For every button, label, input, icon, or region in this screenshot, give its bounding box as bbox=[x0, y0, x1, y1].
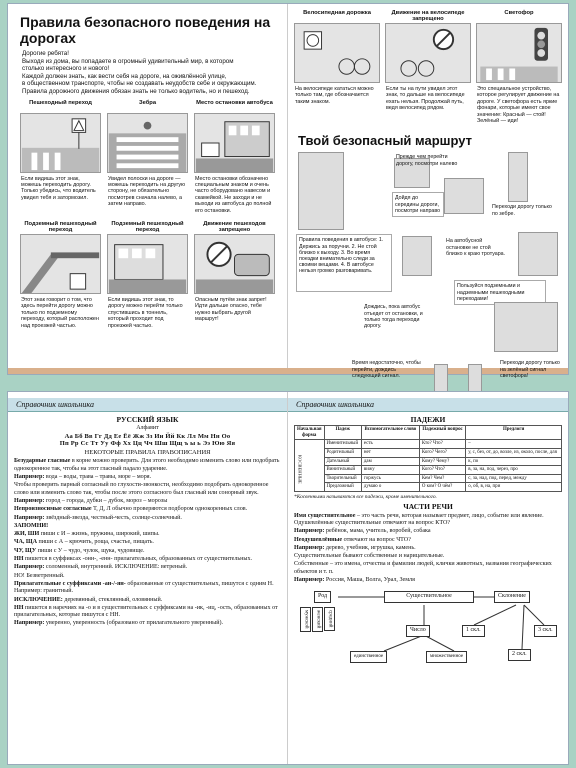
explanation: – это часть речи, которая называет предмет, лицо, событие или явление. Одушевлённые существительные отвечают на вопрос КТО? bbox=[294, 512, 544, 526]
term: Например: bbox=[14, 514, 45, 521]
explanation: пиши с У – чудо, чулок, щука, чудовище. bbox=[36, 547, 145, 554]
table-header: Падеж bbox=[324, 426, 361, 440]
table-cell: Творительный bbox=[324, 474, 361, 483]
table-cell: Кто? Что? bbox=[419, 440, 465, 449]
term: ЖИ, ШИ bbox=[14, 531, 40, 538]
text-paragraph bbox=[294, 537, 562, 544]
top-left-page bbox=[8, 4, 288, 368]
explanation: Чтобы проверить парный согласный по глухости-звонкости, необходимо подобрать однокоренное слово или изменить слово так, чтобы после этого согласного был гласный или сонорный звук. bbox=[14, 482, 269, 496]
text-paragraph bbox=[14, 573, 281, 580]
explanation: пиши с И – жизнь, пружина, широкий, шипы. bbox=[39, 531, 160, 538]
card-text: На велосипеде кататься можно только там, где обозначается таким знаком. bbox=[295, 86, 374, 105]
table-row bbox=[295, 457, 562, 466]
explanation: пиши с А – крючить, роща, счастье, пищать. bbox=[37, 539, 154, 546]
text-paragraph bbox=[294, 561, 562, 576]
table-cell: о, об, в, на, при bbox=[466, 483, 562, 492]
table-cell: горжусь bbox=[361, 474, 419, 483]
term: Например: bbox=[294, 544, 325, 551]
term: ЧА, ЩА bbox=[14, 539, 38, 546]
intro-line: в общественном транспорте, чтобы не создавать неудобств себе и окружающим. bbox=[22, 80, 257, 88]
text-paragraph bbox=[14, 531, 281, 538]
text-paragraph bbox=[14, 597, 281, 604]
route-map bbox=[294, 152, 562, 392]
text-paragraph bbox=[14, 605, 281, 620]
card-text: Увидел полоски на дороге — можешь переходить на другую сторону, не обязательно посмотрев сначала налево, а затем направо. bbox=[108, 175, 186, 208]
route-step: Правила поведения в автобусе: 1. Держись за поручни. 2. Не стой близко к выходу. 3. Во время поездки внимательно следи за своими вещами. 4. В автобусе нельзя громко разговаривать. bbox=[296, 234, 392, 292]
table-row bbox=[295, 466, 562, 475]
term: ЗАПОМНИ! bbox=[14, 522, 49, 529]
rule-card bbox=[107, 221, 188, 330]
route-step: Время недостаточно, чтобы перейти, дождись следующий сигнал. bbox=[352, 360, 421, 379]
illustration bbox=[107, 234, 188, 294]
term: ЧУ, ЩУ bbox=[14, 547, 37, 554]
table-cell: О ком? О чём? bbox=[419, 483, 465, 492]
card-heading: Подземный пешеходный переход bbox=[24, 221, 97, 234]
table-header: Предлоги bbox=[466, 426, 562, 440]
explanation: пишется в наречиях на -о и в существительных с суффиксами на -ик, -иц, -ость, образованных от прилагательных, которые пишутся с НН. bbox=[14, 604, 278, 619]
noun-diagram bbox=[294, 585, 562, 675]
table-cell: Предложный bbox=[324, 483, 361, 492]
explanation: уверенно, уверенность (образовано от прилагательного уверенный). bbox=[44, 620, 224, 627]
top-spread bbox=[8, 4, 568, 379]
explanation: дерево, учебник, игрушка, камень. bbox=[324, 544, 416, 551]
explanation: город – города, дубки – дубок, мороз – морозы bbox=[44, 497, 168, 504]
table-cell: в, за, на, под, через, про bbox=[466, 466, 562, 475]
text-paragraph bbox=[14, 620, 281, 627]
rule-card bbox=[20, 221, 101, 330]
table-cell: Кого? Что? bbox=[419, 466, 465, 475]
rules-list bbox=[14, 458, 281, 627]
route-step: Переходи дорогу только по зебре. bbox=[492, 204, 552, 217]
text-paragraph bbox=[14, 506, 281, 513]
text-paragraph bbox=[14, 515, 281, 522]
explanation: отвечают на вопрос ЧТО? bbox=[342, 536, 411, 543]
term: Например: bbox=[14, 564, 45, 571]
text-paragraph bbox=[294, 553, 562, 560]
table-cell: есть bbox=[361, 440, 419, 449]
table-cell: к, по bbox=[466, 457, 562, 466]
diagram-node-gender: Род bbox=[314, 591, 331, 602]
text-paragraph bbox=[294, 545, 562, 552]
text-paragraph bbox=[14, 539, 281, 546]
bottom-right-page bbox=[288, 392, 568, 764]
card-heading: Велосипедная дорожка bbox=[303, 10, 371, 16]
explanation: деревянный, стеклянный, оловянный. bbox=[62, 596, 163, 603]
top-right-page bbox=[288, 4, 568, 379]
running-header: Справочник школьника bbox=[8, 398, 287, 412]
route-step: Пользуйся подземными и надземными пешеходными переходами! bbox=[454, 280, 546, 305]
diagram-node-plural: множественное bbox=[426, 651, 467, 662]
explanation: в корне можно проверить. Для этого необходимо изменить слово или подобрать однокоренное так, чтобы на этот гласный падало ударение. bbox=[14, 458, 280, 472]
explanation: пишется в суффиксах -онн-, -енн- прилагательных, образованных от существительных. bbox=[23, 556, 253, 563]
rule-card bbox=[294, 10, 380, 125]
table-cell: Родительный bbox=[324, 449, 361, 458]
intro-line: Выходя из дома, вы попадаете в огромный удивительный мир, в котором bbox=[22, 57, 234, 65]
intro-line: столько интересного и нового! bbox=[22, 65, 110, 73]
illustration bbox=[385, 23, 471, 83]
card-text: Это специальное устройство, которое регулирует движение на дороге. У светофора есть яркие фонари, которые имеют свое значение: Красный — стой! Зелёный — иди! bbox=[477, 86, 560, 125]
indirect-label: КОСВЕННЫЕ bbox=[297, 455, 303, 485]
intro-line: Дорогие ребята! bbox=[22, 50, 69, 57]
table-cell: нет bbox=[361, 449, 419, 458]
speech-text bbox=[294, 513, 562, 585]
table-cell: дам bbox=[361, 457, 419, 466]
text-paragraph bbox=[14, 581, 281, 596]
illustration bbox=[20, 234, 101, 294]
table-cell: Кем? Чем? bbox=[419, 474, 465, 483]
traffic-light-icon bbox=[434, 364, 448, 392]
table-cell: Кому? Чему? bbox=[419, 457, 465, 466]
page-title: Правила безопасного поведения на дорогах bbox=[20, 14, 271, 46]
explanation: Т, Д, Л обычно проверяются подбором однокоренных слов. bbox=[91, 506, 248, 513]
route-step: Переходи дорогу только на зелёный сигнал светофора! bbox=[500, 360, 560, 379]
text-paragraph bbox=[14, 498, 281, 505]
text-paragraph bbox=[14, 474, 281, 481]
illustration bbox=[294, 23, 380, 83]
cases-table bbox=[294, 425, 562, 492]
explanation: звёздный-звезда, честный-честь, солнце-солнечный. bbox=[44, 514, 182, 521]
term: Имя существительное bbox=[294, 512, 356, 519]
rule-card bbox=[194, 100, 275, 215]
table-row bbox=[295, 474, 562, 483]
child-illustration bbox=[508, 152, 528, 202]
term: Например: bbox=[14, 497, 45, 504]
table-row bbox=[295, 483, 562, 492]
diagram-node-decl-3: 3 скл. bbox=[534, 625, 557, 636]
route-step: На автобусной остановке не стой близко к краю тротуара. bbox=[446, 238, 506, 257]
card-heading: Место остановки автобуса bbox=[196, 99, 273, 106]
text-paragraph bbox=[14, 556, 281, 563]
crossing-illustration bbox=[518, 232, 558, 276]
table-note: *Косвенными называются все падежи, кроме именительного. bbox=[294, 494, 437, 501]
card-text: Место остановки обозначено специальным знаком и очень часто оборудовано навесом и скамейкой. Не заходи и не выходи из автобуса до полной его остановки. bbox=[195, 175, 272, 214]
illustration bbox=[194, 113, 275, 173]
term: Прилагательные с суффиксами -ан-/-ян- bbox=[14, 580, 126, 587]
card-heading: Движение на велосипеде запрещено bbox=[391, 10, 465, 23]
term: Например: bbox=[14, 620, 45, 627]
term: Безударные гласные bbox=[14, 458, 71, 465]
section-title: РУССКИЙ ЯЗЫК bbox=[116, 415, 179, 424]
crossing-illustration bbox=[444, 178, 484, 214]
text-paragraph bbox=[14, 482, 281, 497]
card-heading: Зебра bbox=[138, 99, 157, 106]
table-row bbox=[295, 449, 562, 458]
card-text: Если видишь этот знак, то дорогу можно перейти только спустившись в тоннель, который проходит под проезжей частью. bbox=[108, 297, 183, 329]
illustration bbox=[194, 234, 275, 294]
table-cell: Дательный bbox=[324, 457, 361, 466]
term: Непроизносимые согласные bbox=[14, 506, 92, 513]
rule-card bbox=[107, 100, 188, 215]
card-heading: Подземный пешеходный переход bbox=[111, 221, 184, 234]
rule-card bbox=[20, 100, 101, 215]
table-header: Начальная форма bbox=[295, 426, 325, 440]
explanation: ребёнок, мама, учитель, воробей, собака bbox=[324, 528, 431, 535]
intro-line: Правила дорожного движения обязан знать не только водитель, но и пешеход. bbox=[22, 87, 250, 95]
diagram-node-declension: Склонение bbox=[494, 591, 530, 602]
term: Например: bbox=[294, 528, 325, 535]
alphabet-title: Алфавит bbox=[136, 425, 159, 432]
card-heading: Движение пешеходов запрещено bbox=[203, 221, 266, 234]
underpass-illustration bbox=[494, 302, 558, 352]
explanation: Собственные – это имена, отчества и фамилии людей, клички животных, названия географических объектов и т. п. bbox=[294, 561, 552, 575]
table-cell: думаю о bbox=[361, 483, 419, 492]
explanation: Существительные бывают собственные и нарицательные. bbox=[294, 553, 445, 560]
card-heading: Светофор bbox=[504, 10, 534, 16]
initial-form-cell bbox=[295, 440, 325, 492]
rules-row bbox=[294, 8, 562, 125]
running-header: Справочник школьника bbox=[288, 398, 568, 412]
text-paragraph bbox=[294, 577, 562, 584]
text-paragraph bbox=[14, 458, 281, 473]
diagram-node-decl-1: 1 скл. bbox=[462, 625, 485, 636]
text-paragraph bbox=[14, 523, 281, 530]
explanation: НО! Безветренный. bbox=[14, 572, 65, 579]
table-cell: вижу bbox=[361, 466, 419, 475]
cases-reference bbox=[294, 416, 562, 675]
diagram-node-number: Число bbox=[406, 625, 430, 636]
russian-reference bbox=[14, 416, 281, 628]
bottom-spread bbox=[8, 392, 568, 764]
route-title: Твой безопасный маршрут bbox=[298, 133, 472, 149]
table-cell: Винительный bbox=[324, 466, 361, 475]
illustration bbox=[20, 113, 101, 173]
text-paragraph bbox=[14, 548, 281, 555]
rule-card bbox=[194, 221, 275, 330]
table-cell: Именительный bbox=[324, 440, 361, 449]
rule-card bbox=[476, 10, 562, 125]
diagram-node-decl-2: 2 скл. bbox=[508, 649, 531, 660]
diagram-node-masculine: мужской bbox=[300, 607, 311, 632]
term: Например: bbox=[14, 474, 45, 481]
explanation: Россия, Маша, Волга, Урал, Земля bbox=[324, 577, 415, 584]
table-title: ПАДЕЖИ bbox=[410, 415, 446, 424]
diagram-node-neuter: средний bbox=[324, 607, 335, 630]
card-text: Если видишь этот знак, можешь переходить дорогу. Только убедись, что водитель увидел тебя и затормозил. bbox=[21, 175, 96, 201]
term: НН bbox=[14, 604, 24, 611]
table-cell: – bbox=[466, 440, 562, 449]
term: Например: bbox=[294, 577, 325, 584]
text-paragraph bbox=[294, 528, 562, 535]
text-paragraph bbox=[294, 513, 562, 528]
intro-text bbox=[22, 50, 273, 96]
diagram-node-singular: единственное bbox=[350, 651, 387, 662]
table-cell: Кого? Чего? bbox=[419, 449, 465, 458]
diagram-node-noun: Существительное bbox=[384, 591, 474, 602]
table-cell: с, за, над, под, перед, между bbox=[466, 474, 562, 483]
table-header: Вспомогательное слово bbox=[361, 426, 419, 440]
rules-grid bbox=[14, 100, 281, 330]
intro-line: Каждой должен знать, как вести себя на дороге, на оживлённой улице, bbox=[22, 72, 227, 80]
card-text: Опасным путём знак запрет! Идти дальше опасно, тебе нужно выбрать другой маршрут! bbox=[195, 297, 267, 323]
section-title: ЧАСТИ РЕЧИ bbox=[403, 502, 453, 512]
rules-title: НЕКОТОРЫЕ ПРАВИЛА ПРАВОПИСАНИЯ bbox=[84, 449, 211, 457]
table-cell: у, с, без, от, до, возле, из, около, после, для bbox=[466, 449, 562, 458]
explanation: соломенный, внутренний. ИСКЛЮЧЕНИЕ: ветреный. bbox=[44, 564, 188, 571]
explanation: образованные от существительных, пишутся с одним Н. Например: гранитный. bbox=[14, 580, 274, 595]
term: НН bbox=[14, 556, 24, 563]
term: Неодушевлённые bbox=[294, 536, 343, 543]
building-illustration bbox=[298, 152, 344, 230]
card-text: Если ты на пути увидел этот знак, то дальше на велосипеде ехать нельзя. Продолжай путь, ведя велосипед рядом. bbox=[386, 86, 465, 112]
rule-card bbox=[385, 10, 471, 125]
diagram-node-feminine: женский bbox=[312, 607, 323, 631]
illustration bbox=[107, 113, 188, 173]
text-paragraph bbox=[14, 564, 281, 571]
illustration bbox=[476, 23, 562, 83]
alphabet-row: Аа Бб Вв Гг Дд Ее Ёё Жж Зз Ии Йй Кк Лл Мм Нн Оо bbox=[64, 432, 231, 440]
card-heading: Пешеходный переход bbox=[29, 99, 92, 106]
table-header: Падежный вопрос bbox=[419, 426, 465, 440]
route-step: Дождись, пока автобус отъедет от остановки, и только тогда переходи дорогу. bbox=[364, 304, 423, 330]
bus-stop-sign bbox=[402, 236, 432, 276]
table-row bbox=[295, 440, 562, 449]
route-step: Дойдя до середины дороги, посмотри направо bbox=[392, 192, 444, 217]
alphabet-row: Пп Рр Сс Тт Уу Фф Хх Цц Чч Шш Щщ ъ ы ь Ээ Юю Яя bbox=[59, 439, 236, 447]
term: ИСКЛЮЧЕНИЕ: bbox=[14, 596, 63, 603]
bottom-left-page bbox=[8, 392, 288, 764]
card-text: Этот знак говорит о том, что здесь перейти дорогу можно только по подземному переходу, который расположен над проезжей частью. bbox=[21, 297, 99, 329]
explanation: вода – воды, трава – травы, море – моря. bbox=[44, 474, 152, 481]
traffic-light-icon bbox=[468, 364, 482, 392]
route-step: Прежде чем перейти дорогу, посмотри налево bbox=[396, 154, 458, 167]
